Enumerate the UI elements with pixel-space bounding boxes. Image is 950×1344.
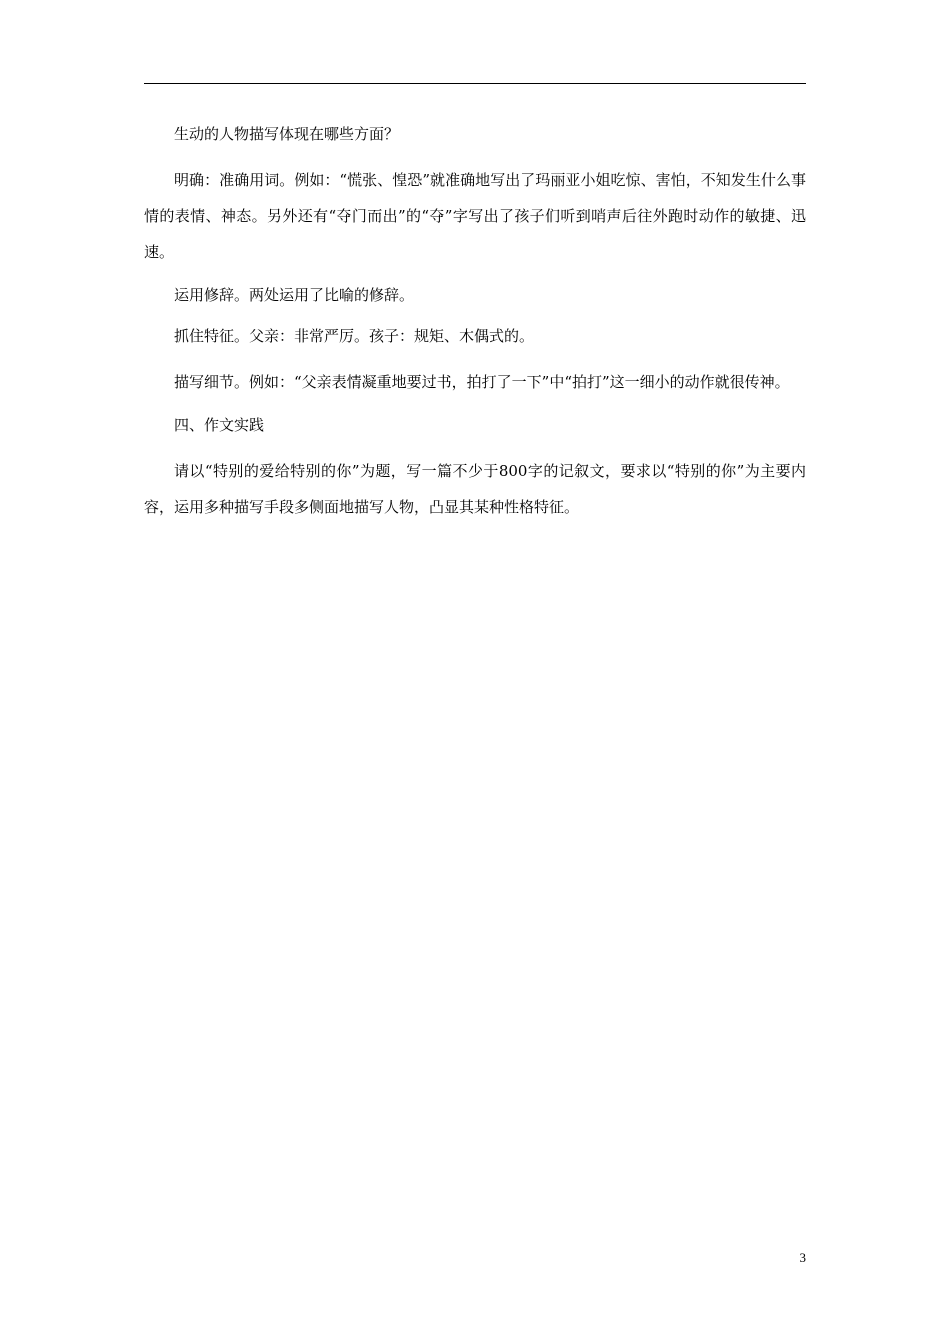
writing-task-paragraph: 请以“特别的爱给特别的你”为题，写一篇不少于800字的记叙文，要求以“特别的你”为主要内容，运用多种描写手段多侧面地描写人物，凸显其某种性格特征。 (144, 462, 806, 516)
section-heading: 四、作文实践 (174, 416, 265, 434)
document-body (144, 121, 806, 537)
question-paragraph: 生动的人物描写体现在哪些方面？ (174, 125, 400, 143)
header-rule (144, 83, 806, 84)
page-number: 3 (799, 1250, 806, 1265)
details-paragraph: 描写细节。例如：“父亲表情凝重地要过书，拍打了一下”中“拍打”这一细小的动作就很传神。 (174, 373, 790, 391)
rhetoric-paragraph: 运用修辞。两处运用了比喻的修辞。 (174, 286, 415, 304)
answer-paragraph: 明确：准确用词。例如：“慌张、惶恐”就准确地写出了玛丽亚小姐吃惊、害怕，不知发生什么事情的表情、神态。另外还有“夺门而出”的“夺”字写出了孩子们听到哨声后往外跑时动作的敏捷、迅速。 (144, 171, 806, 261)
features-paragraph: 抓住特征。父亲：非常严厉。孩子：规矩、木偶式的。 (174, 327, 535, 345)
